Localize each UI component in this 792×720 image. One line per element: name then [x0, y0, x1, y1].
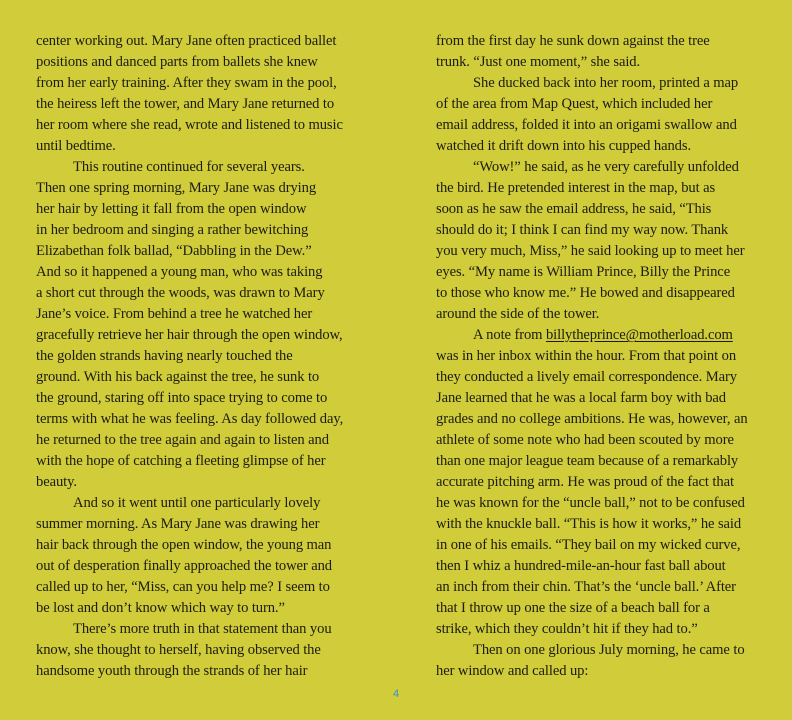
- text-line: [436, 514, 760, 535]
- line-text: positions and danced parts from ballets she knew: [36, 54, 318, 70]
- line-text: grades and no college ambitions. He was, however, an: [436, 411, 748, 427]
- text-line: [436, 409, 760, 430]
- line-text: of the area from Map Quest, which included her: [436, 96, 713, 112]
- text-line: [436, 52, 760, 73]
- text-line: [436, 472, 760, 493]
- line-text: be lost and don’t know which way to turn.”: [36, 600, 285, 616]
- text-line: [36, 304, 360, 325]
- line-text: athlete of some note who had been scouted by more: [436, 432, 734, 448]
- text-line: [36, 157, 360, 178]
- line-text: the golden strands having nearly touched the: [36, 348, 293, 364]
- text-line: [436, 262, 760, 283]
- line-text: terms with what he was feeling. As day followed day,: [36, 411, 344, 427]
- line-text: from the first day he sunk down against the tree: [436, 33, 710, 49]
- text-line: [36, 619, 360, 640]
- text-line: [436, 493, 760, 514]
- text-line: [436, 115, 760, 136]
- line-text: And so it went until one particularly lovely: [73, 495, 321, 511]
- line-text: to those who know me.” He bowed and disappeared: [436, 285, 735, 301]
- line-text: And so it happened a young man, who was taking: [36, 264, 323, 280]
- text-line: [36, 115, 360, 136]
- text-line: [36, 178, 360, 199]
- text-line: [36, 577, 360, 598]
- line-text: the ground, staring off into space trying to come to: [36, 390, 328, 406]
- text-line: [36, 493, 360, 514]
- line-text: he returned to the tree again and again to listen and: [36, 432, 329, 448]
- text-line: [436, 220, 760, 241]
- line-text: A note from: [473, 327, 546, 343]
- text-line: [36, 94, 360, 115]
- text-line: [436, 283, 760, 304]
- line-text: center working out. Mary Jane often practiced ballet: [36, 33, 337, 49]
- line-text: know, she thought to herself, having observed the: [36, 642, 321, 658]
- line-text: should do it; I think I can find my way now. Thank: [436, 222, 729, 238]
- text-line: [36, 514, 360, 535]
- line-text: Then on one glorious July morning, he came to: [473, 642, 745, 658]
- text-line: [36, 430, 360, 451]
- line-text: that I throw up one the size of a beach ball for a: [436, 600, 710, 616]
- line-text: beauty.: [36, 474, 77, 490]
- text-line: [436, 619, 760, 640]
- line-text: her window and called up:: [436, 663, 589, 679]
- line-text: gracefully retrieve her hair through the open window,: [36, 327, 343, 343]
- line-text: strike, which they couldn’t hit if they had to.”: [436, 621, 698, 637]
- text-line: [436, 157, 760, 178]
- line-text: than one major league team because of a remarkably: [436, 453, 739, 469]
- text-line: [436, 31, 760, 52]
- line-text: This routine continued for several years.: [73, 159, 305, 175]
- line-text: you very much, Miss,” he said looking up to meet her: [436, 243, 745, 259]
- text-line: [36, 472, 360, 493]
- text-line: [36, 199, 360, 220]
- line-text: trunk. “Just one moment,” she said.: [436, 54, 641, 70]
- text-line: [36, 388, 360, 409]
- line-text: the heiress left the tower, and Mary Jane returned to: [36, 96, 335, 112]
- text-line: [436, 241, 760, 262]
- text-line: [436, 199, 760, 220]
- text-line: [36, 451, 360, 472]
- text-line: [36, 535, 360, 556]
- text-line: [436, 430, 760, 451]
- text-line: [36, 661, 360, 682]
- line-text: Elizabethan folk ballad, “Dabbling in the Dew.”: [36, 243, 312, 259]
- text-line: [36, 367, 360, 388]
- text-line: [436, 325, 760, 346]
- line-text: soon as he saw the email address, he said, “This: [436, 201, 712, 217]
- line-text: around the side of the tower.: [436, 306, 600, 322]
- line-text: an inch from their chin. That’s the ‘uncle ball.’ After: [436, 579, 736, 595]
- line-text: hair back through the open window, the young man: [36, 537, 332, 553]
- text-line: [36, 262, 360, 283]
- line-text: a short cut through the woods, was drawn to Mary: [36, 285, 325, 301]
- line-text: watched it drift down into his cupped hands.: [436, 138, 691, 154]
- text-line: [36, 73, 360, 94]
- line-text: There’s more truth in that statement than you: [73, 621, 332, 637]
- line-text: “Wow!” he said, as he very carefully unfolded: [473, 159, 739, 175]
- line-text: in one of his emails. “They bail on my wicked curve,: [436, 537, 741, 553]
- line-text: out of desperation finally approached the tower and: [36, 558, 332, 574]
- line-text: summer morning. As Mary Jane was drawing her: [36, 516, 320, 532]
- line-text: with the knuckle ball. “This is how it works,” he said: [436, 516, 742, 532]
- text-line: [36, 220, 360, 241]
- line-text: until bedtime.: [36, 138, 116, 154]
- line-text: accurate pitching arm. He was proud of the fact that: [436, 474, 734, 490]
- text-line: [436, 661, 760, 682]
- line-text: Jane learned that he was a local farm boy with bad: [436, 390, 727, 406]
- line-text: the bird. He pretended interest in the map, but as: [436, 180, 716, 196]
- text-line: [36, 640, 360, 661]
- text-line: [436, 556, 760, 577]
- line-text: in her bedroom and singing a rather bewitching: [36, 222, 309, 238]
- text-line: [36, 325, 360, 346]
- line-text: email address, folded it into an origami swallow and: [436, 117, 737, 133]
- text-line: [36, 409, 360, 430]
- line-text: eyes. “My name is William Prince, Billy the Prince: [436, 264, 731, 280]
- text-line: [36, 598, 360, 619]
- text-line: [436, 451, 760, 472]
- left-text-column: [36, 31, 360, 682]
- line-text: he was known for the “uncle ball,” not to be confused: [436, 495, 745, 511]
- line-text: her room where she read, wrote and listened to music: [36, 117, 343, 133]
- text-line: [36, 31, 360, 52]
- text-line: [436, 178, 760, 199]
- text-line: [436, 577, 760, 598]
- line-text: they conducted a lively email correspondence. Mary: [436, 369, 737, 385]
- text-line: [36, 556, 360, 577]
- text-line: [436, 136, 760, 157]
- text-line: [36, 136, 360, 157]
- page-number: 4: [392, 688, 400, 700]
- line-text: She ducked back into her room, printed a map: [473, 75, 739, 91]
- line-text: Then one spring morning, Mary Jane was drying: [36, 180, 317, 196]
- text-line: [436, 346, 760, 367]
- text-line: [436, 535, 760, 556]
- line-text: Jane’s voice. From behind a tree he watched her: [36, 306, 313, 322]
- text-line: [436, 598, 760, 619]
- line-text: ground. With his back against the tree, he sunk to: [36, 369, 320, 385]
- text-line: [36, 346, 360, 367]
- text-line: [436, 304, 760, 325]
- line-text: was in her inbox within the hour. From that point on: [436, 348, 737, 364]
- text-line: [436, 388, 760, 409]
- text-line: [436, 640, 760, 661]
- line-text: called up to her, “Miss, can you help me? I seem to: [36, 579, 330, 595]
- line-text: then I whiz a hundred-mile-an-hour fast ball about: [436, 558, 726, 574]
- text-line: [436, 367, 760, 388]
- right-text-column: [436, 31, 760, 682]
- line-text: handsome youth through the strands of her hair: [36, 663, 308, 679]
- text-line: [36, 283, 360, 304]
- email-link[interactable]: billytheprince@motherload.com: [545, 327, 733, 343]
- text-line: [436, 94, 760, 115]
- text-line: [36, 52, 360, 73]
- line-text: with the hope of catching a fleeting glimpse of her: [36, 453, 326, 469]
- text-line: [436, 73, 760, 94]
- line-text: from her early training. After they swam in the pool,: [36, 75, 337, 91]
- line-text: her hair by letting it fall from the open window: [36, 201, 307, 217]
- text-line: [36, 241, 360, 262]
